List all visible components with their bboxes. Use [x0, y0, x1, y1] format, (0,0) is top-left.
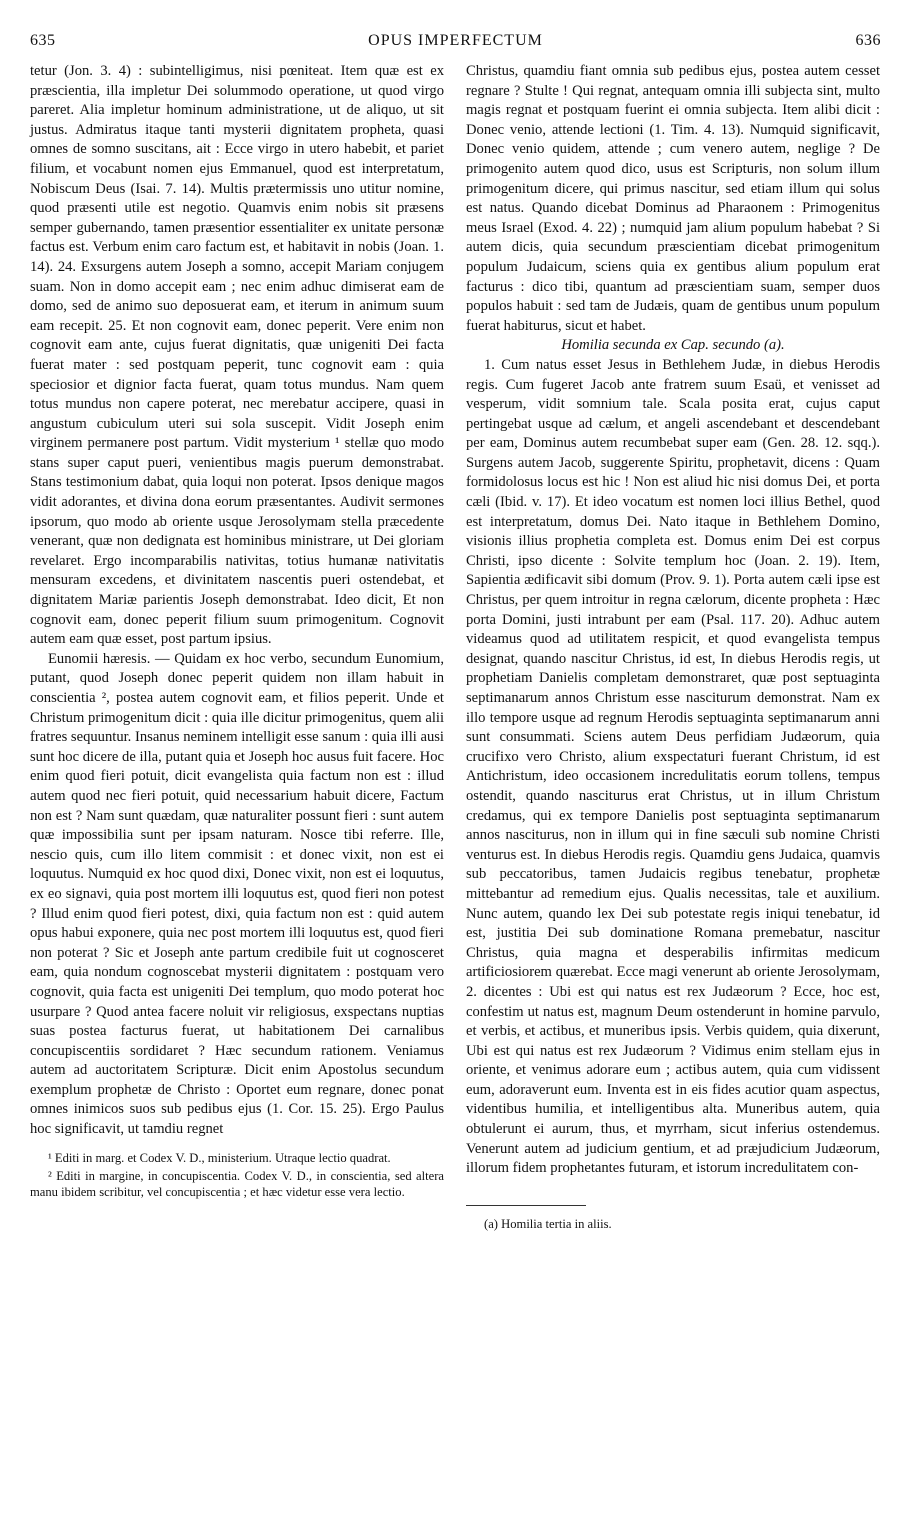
- right-paragraph-2: 1. Cum natus esset Jesus in Bethlehem Judæ, in diebus Herodis regis. Cum fugeret Jacob ante fratrem suum Esaü, et venisset ad vesperum, vidit somnium tale. Scala posita erat, cujus caput pertingebat usque ad cælum, et angeli ascendebant et descendebant per eam, Dominus autem recumbebat super eam (Gen. 28. 12. sqq.). Surgens autem Jacob, suggerente Spiritu, prophetavit, dicens : Quam formidolosus locus est hic ! Non est aliud hic nisi domus Dei, et porta cæli (Ibid. v. 17). Et ideo vocatum est nomen loci illius Bethel, quod est interpretatum, domus Dei. Nato itaque in Bethlehem Domino, visionis illius prophetia completa est. Domus enim Dei est corpus Christi, ipso dicente : Solvite templum hoc (Joan. 2. 19). Item, Sapientia ædificavit sibi domum (Prov. 9. 1). Porta autem cæli ipse est Christus, per quem introitur in regna cælorum, dicente propheta : Hæc porta Domini, justi intrabunt per eam (Psal. 117. 20). Adhuc autem videamus quod ad utilitatem respicit, et quod evangelista tempus designat, quando nascitur Christus, id est, In diebus Herodis regis, ut prophetiam Danielis completam demonstraret, quæ post septuaginta septimanarum annos Christum esse nasciturum demonstrat. Nam ex illo tempore usque ad regnum Herodis septuaginta septimanarum anni sunt consummati. Sciens autem Deus perfidiam Judæorum, quia crucifixo vero Christo, alium exspectaturi fuerant Christum, id est Antichristum, ideo occasionem incredulitatis eorum tollens, tempus ostendit, quando nasciturus erat Christus, ut in illum Christum credamus, qui ex tempore Danielis post septuaginta septimanarum annos nasciturus, non in illum qui in fine sæculi sub nomine Christi venturus est. In diebus Herodis regis. Quamdiu gens Judaica, quamvis sub peccatoribus, tamen Judaicis regibus tenebatur, prophetæ mittebantur ad remedium ejus. Qualis necessitas, tale et auxilium. Nunc autem, quando lex Dei sub potestate regis iniqui tenebatur, id est, justitia Dei sub dominatione Romana premebatur, nascitur Christus, quia magna et desperabilis infirmitas medicum artificiosiorem quærebat. Ecce magi venerunt ab oriente Jerosolymam, 2. dicentes : Ubi est qui natus est rex Judæorum ? Ecce, hoc est, confestim ut natus est, magnum Deum ostenderunt in homine parvulo, et verbis, et actibus, et muneribus ipsis. Verbis quidem, quia dixerunt, Ubi est qui natus est rex Judæorum ? Vidimus enim stellam ejus in oriente, et venimus adorare eum ; actibus autem, quia cum vidissent eum, adoraverunt eum. Inventa est in eis fides acutior quam aspectus, videntibus humilia, et intelligentibus alta. Muneribus autem, quia obtulerunt ei aurum, thus, et myrrham, sicut inferius ostendemus. Venerunt autem ad judicium gentium, et ad præjudicium Judæorum, illorum fidem prophetantes futuram, et istorum incredulitatem con-: [466, 356, 880, 1177]
- page-header: [30, 32, 881, 54]
- right-column: [466, 62, 880, 1232]
- page-number-left: 635: [30, 32, 56, 49]
- section-title: Homilia secunda ex Cap. secundo (a).: [561, 337, 785, 354]
- editor-note: (a) Homilia tertia in aliis.: [484, 1216, 612, 1231]
- right-paragraph-1: Christus, quamdiu fiant omnia sub pedibus ejus, postea autem cesset regnare ? Stulte ! Qui regnat, antequam omnia illi subjecta sint, multo magis regnat et postquam fuerint ei omnia subjecta. Item alibi dicit : Donec venio, attende lectioni (1. Tim. 4. 13). Numquid significavit, Donec venio quidem, attende ; cum venero autem, neglige ? De primogenito autem quod dico, usus est Scripturis, non solum illum primogenitum dicere, qui primus nascitur, sed etiam illum qui solus est natus. Quando dicebat Dominus ad Pharaonem : Primogenitus meus Israel (Exod. 4. 22) ; numquid jam alium populum habebat ? Si autem dicis, quia secundum præscientiam dicebat primogenitum populum Judaicum, sciens quia ex gentibus alium populum erat facturus : dico tibi, quantum ad præscientiam suam, semper duos populos habuit : sed tam de Judæis, quam de gentibus unum populum fuerat habiturus, sicut et habet.: [466, 63, 880, 334]
- footnote-1: ¹ Editi in marg. et Codex V. D., ministerium. Utraque lectio quadrat.: [48, 1150, 391, 1165]
- footnotes: [30, 1150, 444, 1200]
- note-divider: [466, 1205, 586, 1206]
- left-column: [30, 62, 444, 1202]
- running-title: OPUS IMPERFECTUM: [368, 32, 543, 49]
- page-number-right: 636: [855, 32, 881, 49]
- footnote-2: ² Editi in margine, in concupiscentia. Codex V. D., in conscientia, sed altera manu ibidem scribitur, vel concupiscentia ; et hæc videtur esse vera lectio.: [30, 1168, 444, 1199]
- left-paragraph-1: tetur (Jon. 3. 4) : subintelligimus, nisi pœniteat. Item quæ est ex præscientia, illa impletur Dei solummodo operatione, ut quod virgo pareret. Alia impletur hominum administratione, ut de aliquo, ut sit justus. Admiratus itaque tanti mysterii dignitatem prophetа, quasi omnes de somno suscitans, ait : Ecce virgo in utero habebit, et pariet filium, et vocabunt nomen ejus Emmanuel, quod est interpretatum, Nobiscum Deus (Isai. 7. 14). Multis prætermissis uno utitur nomine, quod præsenti utile est negotio. Quamvis enim nobis sit præsens semper gubernando, tamen præsentior essentialiter ex unitate personæ factus est. Verbum enim caro factum est, et habitavit in nobis (Joan. 1. 14). 24. Exsurgens autem Joseph a somno, accepit Mariam conjugem suam. Non in domo accepit eam ; nec enim adhuc dimiserat eam de domo, sed de animo suo deposuerat eam, et iterum in animum suum eam recepit. 25. Et non cognovit eam, donec peperit. Vere enim non cognovit eam ante, cujus fuerat dignitatis, quæ unigeniti Dei facta fuerat mater : sed postquam peperit, tunc cognovit eam : quia speciosior et dignior facta fuerat, quam totus mundus. Nam quem totus mundus non capere poterat, nec merebatur accipere, quasi in angustum cubiculum uteri sui sola suscepit. Vidit Joseph enim virginem permanere post partum. Vidit mysterium ¹ stellæ quo modo stans super caput pueri, venientibus magis puerum demonstrabat. Stans testimonium dabat, quia loqui non poterat. Ipsos denique magos vidit adorantes, et divina dona eorum præsentantes. Audivit sermones ipsorum, quo modo ab oriente usque Jerosolymam stella præcedente venerant, quæ non dedignata est hominibus ministrare, ut Dei gloriam revelaret. Ergo incomparabilis nativitas, totius humanæ nativitatis mensuram excedens, et divinitatem nascentis pueri ostendebat, et dignitatem Mariæ parientis Joseph demonstrabat. Ideo dicit, Et non cognovit eam, donec peperit filium suum primogenitum. Cognovit autem eam quæ esset, post partum ipsius.: [30, 63, 444, 648]
- left-paragraph-2: Eunomii hæresis. — Quidam ex hoc verbo, secundum Eunomium, putant, quod Joseph donec peperit quidem non illam habuit in conscientia ², postea autem cognovit eam, et filios peperit. Unde et Christum primogenitum dicit : quia ille dicitur primogenitus, quem alii fratres sequuntur. Insanus neminem intelligit esse sanum : quia illi ausi sunt hoc dicere de illa, putant quia et Joseph hoc ausus fuit facere. Hoc enim quod fieri potuit, dicit evangelista quia factum non est : illud autem quod nec fieri potuit, quid necessarium habuit dicere, Factum non est ? Nam sunt quædam, quæ naturaliter possunt fieri : sunt autem quæ impossibilia sunt per ipsam naturam. Nosce tibi referre. Ille, nescio quis, cum illo litem commisit : et donec vixit, non est ei loquutus. Numquid ex hoc quod dixi, Donec vixit, non est ei loquutus, ex eo signavi, quia post mortem illi loquutus est, quod fieri non potest ? Illud enim quod fieri potest, dixi, quia factum non est : quid autem opus habui exponere, quia nec post mortem illi loquutus est, quod fieri non poterat ? Sic et Joseph ante partum credibile fuit ut cognosceret eam, quia nondum cognoscebat mysterii dignitatem : postquam vero cognovit, quia facta est unigeniti Dei templum, quo modo poterat hoc usurpare ? Quod antea facere noluit vir religiosus, exspectans nuptias suas postea facturus fuerat, ut habitationem Dei carnalibus concupiscentiis sordidaret ? Hæc secundum rationem. Veniamus autem ad auctoritatem Scripturæ. Dicit enim Apostolus secundum exemplum prophetæ de Christo : Oportet eum regnare, donec ponat omnes inimicos suos sub pedibus ejus (1. Cor. 15. 25). Ergo Paulus hoc significavit, ut tamdiu regnet: [30, 650, 444, 1138]
